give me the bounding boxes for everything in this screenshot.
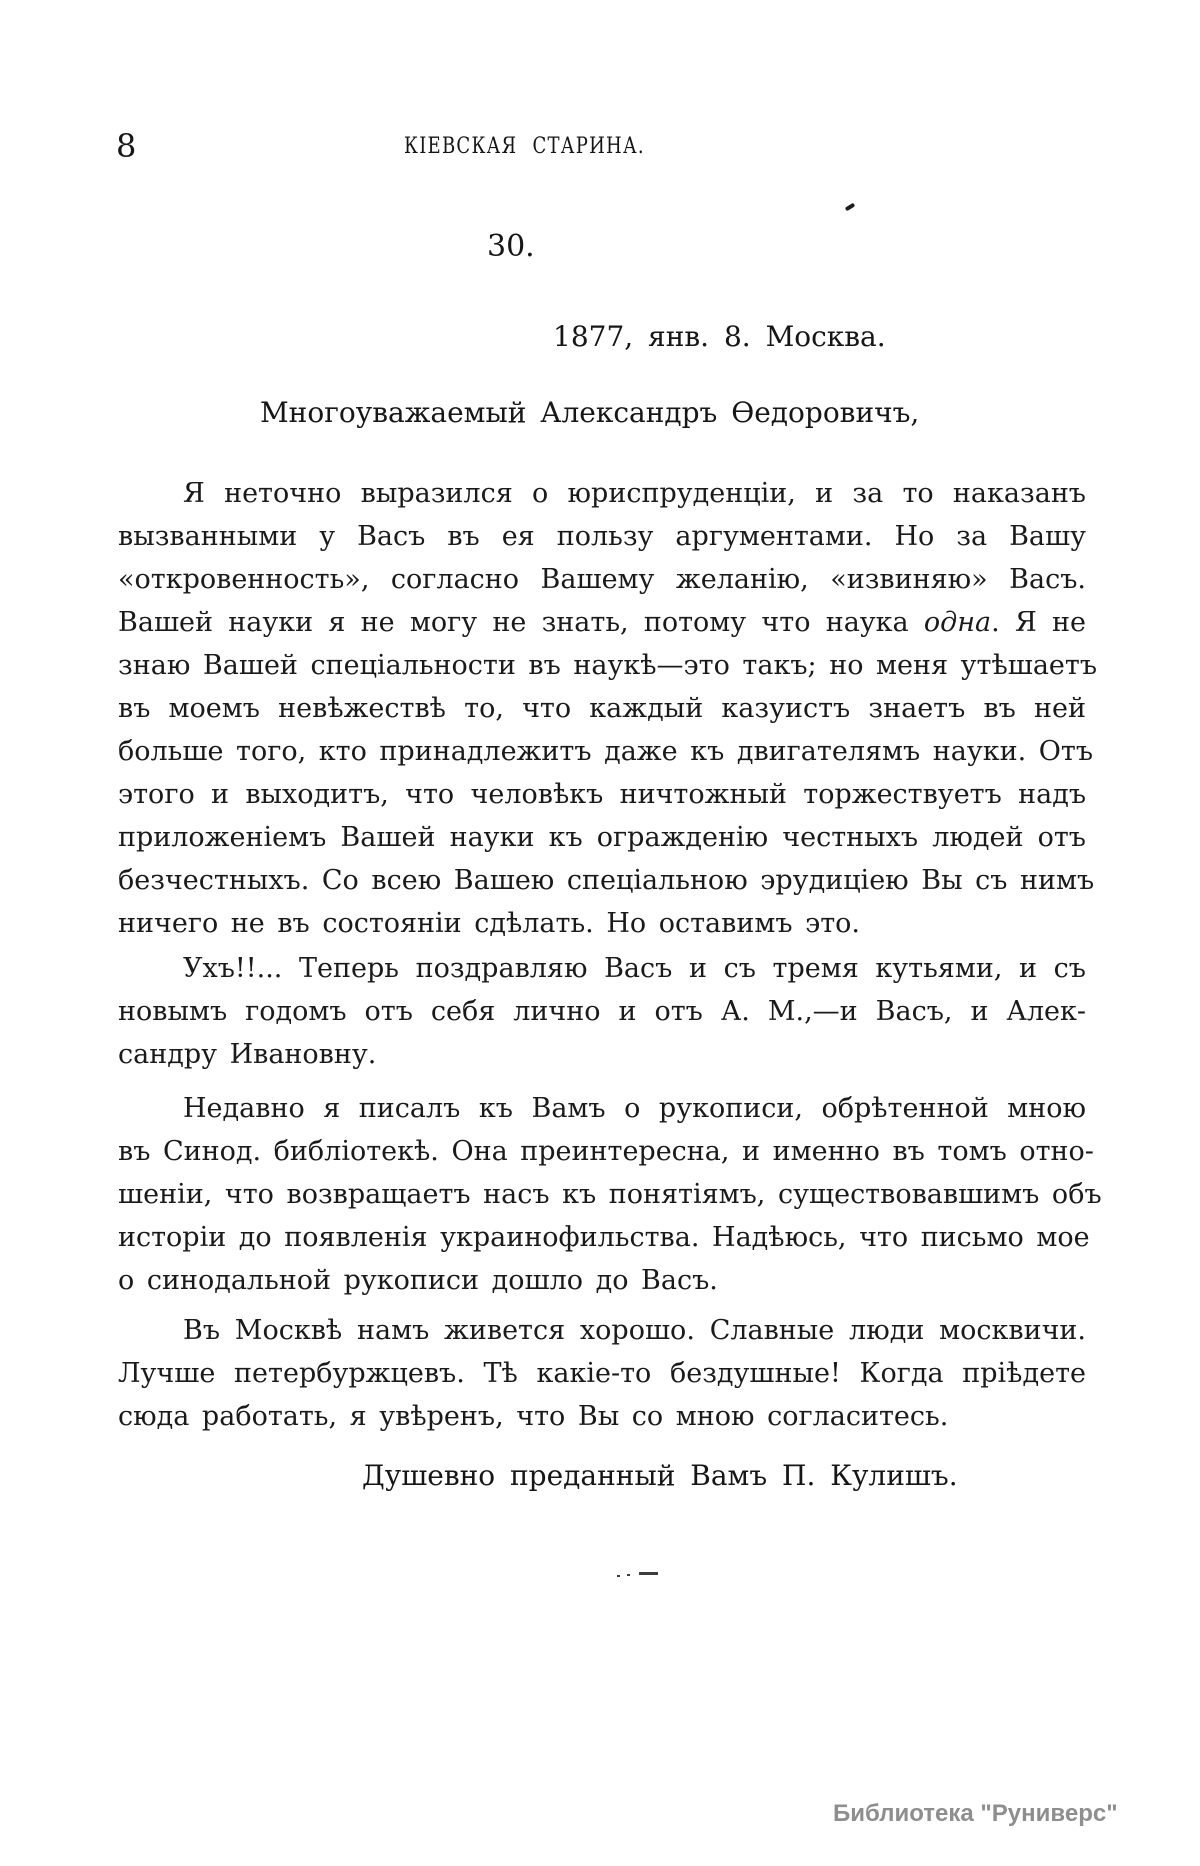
letter-line: о синодальной рукописи дошло до Васъ.	[118, 1265, 718, 1296]
letter-line: Лучше петербуржцевъ. Тѣ какіе-то бездушные! Когда пріѣдете	[118, 1358, 1086, 1389]
letter-paragraph	[118, 1309, 1086, 1438]
letter-line: Въ Москвѣ намъ живется хорошо. Славные люди москвичи.	[183, 1315, 1086, 1346]
letter-line: Ухъ!!... Теперь поздравляю Васъ и съ тремя кутьями, и съ	[183, 953, 1086, 984]
divider-dot-icon	[627, 1574, 630, 1576]
letter-line: «откровенность», согласно Вашему желанію, «извиняю» Васъ.	[118, 564, 1086, 595]
letter-line: Вашей науки я не могу не знать, потому что наука одна. Я не	[118, 607, 1086, 638]
divider-dash-icon	[639, 1572, 658, 1575]
letter-line: больше того, кто принадлежитъ даже къ двигателямъ науки. Отъ	[118, 736, 1094, 767]
section-divider-marks	[617, 1568, 663, 1580]
ink-speck	[845, 203, 856, 212]
letter-paragraph	[118, 472, 1098, 945]
divider-dot-icon	[617, 1575, 620, 1577]
letter-line: вызванными у Васъ въ ея пользу аргументами. Но за Вашу	[118, 521, 1086, 552]
letter-signature: Душевно преданный Вамъ П. Кулишъ.	[362, 1459, 958, 1492]
letter-line: въ моемъ невѣжествѣ то, что каждый казуистъ знаетъ въ ней	[118, 693, 1086, 724]
letter-paragraph	[118, 947, 1086, 1076]
letter-line: сандру Ивановну.	[118, 1039, 377, 1070]
letter-line: въ Синод. библіотекѣ. Она преинтересна, и именно въ томъ отно-	[118, 1136, 1094, 1167]
running-title: КІЕВСКАЯ СТАРИНА.	[404, 134, 645, 159]
letter-line: новымъ годомъ отъ себя лично и отъ А. М.,—и Васъ, и Алек-	[118, 996, 1086, 1027]
letter-line: шеніи, что возвращаетъ насъ къ понятіямъ, существовавшимъ объ	[118, 1179, 1102, 1210]
letter-line: сюда работать, я увѣренъ, что Вы со мною согласитесь.	[118, 1401, 949, 1432]
letter-line: этого и выходитъ, что человѣкъ ничтожный торжествуетъ надъ	[118, 779, 1086, 810]
letter-line: ничего не въ состояніи сдѣлать. Но оставимъ это.	[118, 908, 860, 939]
letter-salutation: Многоуважаемый Александръ Ѳедоровичъ,	[260, 396, 920, 429]
library-watermark: Библиотека "Руниверс"	[833, 1800, 1118, 1827]
letter-dateline: 1877, янв. 8. Москва.	[553, 320, 886, 353]
letter-paragraph	[118, 1087, 1102, 1302]
letter-line: исторіи до появленія украинофильства. Надѣюсь, что письмо мое	[118, 1222, 1090, 1253]
page-number: 8	[116, 127, 137, 165]
letter-line: безчестныхъ. Со всею Вашею спеціальною эрудиціею Вы съ нимъ	[118, 865, 1095, 896]
letter-line: Я неточно выразился о юриспруденціи, и за то наказанъ	[183, 478, 1086, 509]
letter-line: приложеніемъ Вашей науки къ огражденію честныхъ людей отъ	[118, 822, 1086, 853]
letter-line: Недавно я писалъ къ Вамъ о рукописи, обрѣтенной мною	[183, 1093, 1086, 1124]
letter-body	[118, 472, 1102, 1438]
letter-number: 30.	[487, 229, 535, 264]
letter-line: знаю Вашей спеціальности въ наукѣ—это такъ; но меня утѣшаетъ	[118, 650, 1098, 681]
